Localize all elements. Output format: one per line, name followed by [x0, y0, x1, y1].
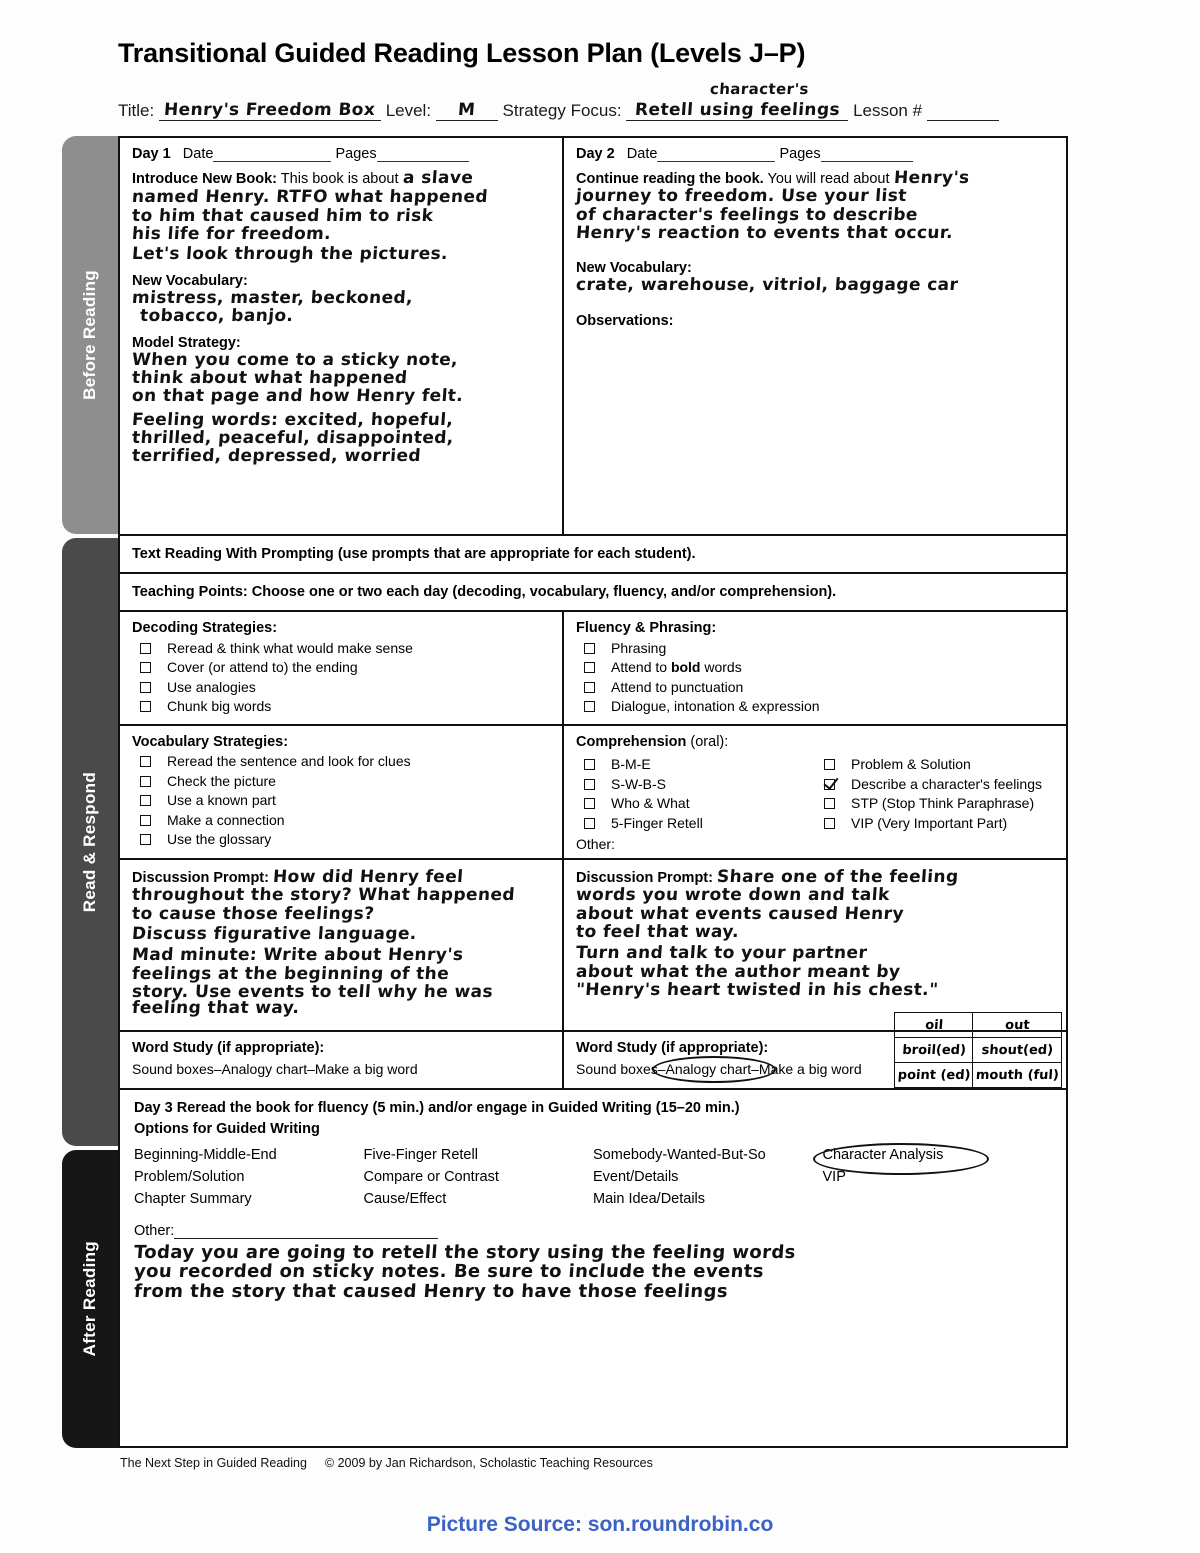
- checkbox-label: Use a known part: [167, 792, 276, 808]
- comprehension-other-label: Other:: [576, 836, 615, 852]
- analogy-header-0: oil: [894, 1013, 974, 1038]
- day1-date-input[interactable]: [213, 161, 331, 162]
- checkbox-label: STP (Stop Think Paraphrase): [851, 795, 1035, 811]
- checkbox-label: Reread the sentence and look for clues: [167, 753, 411, 769]
- row-day3: [120, 1090, 1066, 1311]
- checkbox-vocab-0[interactable]: [140, 756, 151, 767]
- day2-pages-input[interactable]: [821, 161, 913, 162]
- checkbox-label: Who & What: [611, 795, 690, 811]
- day1-introduce-hw-0: a slave: [401, 168, 474, 188]
- comprehension-col-1: [576, 753, 816, 835]
- day2-vocab-handwriting: crate, warehouse, vitriol, baggage car: [575, 275, 960, 296]
- document-footer: [120, 1456, 653, 1470]
- analogy-cell-0-1: shout(ed): [972, 1038, 1062, 1063]
- day2-label: Day 2: [576, 146, 615, 162]
- discussion-day1-handwriting: throughout the story? What happened to cause those feelings? Discuss figurative language. Mad minute: Write about Henry's feelings at the beginning of the story. Use events to tell why he was feeling that way.: [131, 885, 516, 1018]
- day3-options-grid: [134, 1141, 1052, 1213]
- checkbox-row[interactable]: [132, 773, 552, 789]
- comprehension-col-2: [816, 753, 1056, 835]
- day1-introduce-line: [132, 169, 552, 187]
- title-field-label: Title:: [118, 101, 155, 120]
- checkbox-decoding-1[interactable]: [140, 662, 151, 673]
- checkbox-row[interactable]: [132, 753, 552, 769]
- day2-continue-label: Continue reading the book.: [576, 171, 764, 187]
- checkbox-row[interactable]: [132, 831, 552, 847]
- fluency-cell: [564, 612, 1066, 724]
- checkbox-row[interactable]: [816, 776, 1056, 792]
- day2-continue-handwriting: journey to freedom. Use your list of character's feelings to describe Henry's reaction to events that occur.: [575, 186, 954, 244]
- checkbox-label: Dialogue, intonation & expression: [611, 698, 820, 714]
- checkbox-vocab-3[interactable]: [140, 815, 151, 826]
- analogy-cell-0-0: broil(ed): [894, 1038, 974, 1063]
- checkbox-label: S-W-B-S: [611, 775, 666, 792]
- checkbox-row[interactable]: [576, 795, 816, 811]
- checkbox-decoding-0[interactable]: [140, 643, 151, 654]
- day3-options-col-2: [364, 1141, 594, 1213]
- day1-header: [132, 146, 552, 162]
- day3-other-input[interactable]: [174, 1238, 438, 1239]
- day3-option[interactable]: Main Idea/Details: [593, 1191, 706, 1207]
- checkbox-label: Phrasing: [611, 639, 667, 656]
- day1-pages-input[interactable]: [377, 161, 469, 162]
- day1-introduce-prompt: This book is about: [280, 171, 399, 187]
- sidebar-tab-before-reading[interactable]: [62, 136, 118, 534]
- discussion-day2-handwriting: words you wrote down and talk about what events caused Henry to feel that way. Turn and talk to your partner about what the author meant by "Henry's heart twisted in his chest.": [575, 885, 940, 1001]
- checkbox-label: Chunk big words: [167, 698, 272, 714]
- discussion-day1-cell: [120, 860, 564, 1030]
- strategy-superscript: character's: [709, 80, 810, 98]
- discussion-day1-label: Discussion Prompt:: [132, 870, 269, 886]
- checkbox-fluency-0[interactable]: [584, 643, 595, 654]
- page-title: Transitional Guided Reading Lesson Plan (Levels J–P): [118, 38, 806, 68]
- checkbox-row[interactable]: [132, 679, 552, 695]
- checkbox-row[interactable]: [816, 795, 1056, 811]
- checkbox-label: B-M-E: [611, 756, 651, 772]
- checkbox-row[interactable]: [576, 756, 816, 772]
- day2-cell: [564, 138, 1066, 534]
- checkbox-comp-problem-solution[interactable]: [824, 759, 835, 770]
- day3-option[interactable]: VIP: [822, 1169, 846, 1185]
- comprehension-grid: [576, 753, 1056, 835]
- checkbox-vocab-2[interactable]: [140, 795, 151, 806]
- checkbox-fluency-3[interactable]: [584, 701, 595, 712]
- footer-right: © 2009 by Jan Richardson, Scholastic Teaching Resources: [324, 1456, 653, 1470]
- day3-options-col-3: [593, 1141, 823, 1213]
- row-text-reading: [120, 536, 1066, 574]
- day1-date-label: Date: [182, 146, 214, 162]
- day3-heading: Day 3 Reread the book for fluency (5 min.) and/or engage in Guided Writing (15–20 min.): [134, 1100, 740, 1116]
- analogy-chart-annotation: [894, 1012, 1062, 1088]
- checkbox-fluency-1[interactable]: [584, 662, 595, 673]
- row-decoding-fluency: [120, 612, 1066, 726]
- footer-left: The Next Step in Guided Reading: [120, 1456, 307, 1470]
- word-study-day2-heading: Word Study (if appropriate):: [576, 1040, 769, 1056]
- level-field-label: Level:: [385, 101, 432, 120]
- day3-option[interactable]: Beginning-Middle-End: [134, 1147, 277, 1163]
- day2-vocab-label: New Vocabulary:: [576, 260, 692, 277]
- level-field-value: M: [436, 100, 498, 121]
- sidebar-tab-read-and-respond[interactable]: [62, 538, 118, 1146]
- sidebar-tab-read-and-respond-label: Read & Respond: [80, 771, 99, 913]
- text-reading-cell: [120, 536, 1066, 572]
- day3-option[interactable]: Five-Finger Retell: [363, 1147, 478, 1163]
- discussion-day2-line: Discussion Prompt: Share one of the feeling: [576, 867, 960, 887]
- checkbox-vocab-4[interactable]: [140, 834, 151, 845]
- checkbox-row[interactable]: [576, 640, 1056, 656]
- checkbox-vocab-1[interactable]: [140, 776, 151, 787]
- day1-introduce-handwriting: named Henry. RTFO what happened to him that caused him to risk his life for freedom. Let's look through the pictures.: [131, 187, 489, 265]
- checkbox-comp-bme[interactable]: [584, 759, 595, 770]
- teaching-points-heading: Teaching Points: Choose one or two each day (decoding, vocabulary, fluency, and/or comprehension).: [132, 584, 837, 600]
- checkbox-label: Make a connection: [167, 811, 285, 828]
- day3-option[interactable]: Somebody-Wanted-But-So: [593, 1147, 766, 1163]
- day3-option[interactable]: Cause/Effect: [363, 1191, 447, 1207]
- comprehension-heading: Comprehension (oral):: [576, 733, 729, 750]
- checkbox-row[interactable]: [132, 698, 552, 714]
- checkbox-row[interactable]: [576, 659, 1056, 675]
- analogy-header-1: out: [972, 1013, 1062, 1038]
- checkbox-label: Cover (or attend to) the ending: [167, 659, 358, 675]
- checkbox-row[interactable]: [132, 640, 552, 656]
- decoding-heading: Decoding Strategies:: [132, 620, 278, 636]
- checkbox-label: Check the picture: [167, 772, 276, 789]
- day3-other-line: [134, 1223, 1052, 1239]
- day2-pages-label: Pages: [779, 146, 821, 162]
- row-teaching-points: [120, 574, 1066, 612]
- circle-annotation-analogy-chart: [652, 1056, 776, 1083]
- day1-cell: [120, 138, 564, 534]
- source-credit: Picture Source: son.roundrobin.co: [426, 1513, 774, 1536]
- day2-continue-line: [576, 169, 1056, 187]
- day2-header: [576, 146, 1056, 162]
- checkbox-label: Attend to punctuation: [611, 678, 744, 695]
- day1-pages-label: Pages: [335, 146, 377, 162]
- checkbox-comp-describe-feelings[interactable]: [824, 779, 835, 790]
- checkbox-label: 5-Finger Retell: [611, 814, 703, 831]
- checkbox-row[interactable]: [132, 812, 552, 828]
- form-header-line: [118, 80, 1078, 132]
- discussion-day2-label: Discussion Prompt:: [576, 870, 713, 886]
- checkbox-decoding-3[interactable]: [140, 701, 151, 712]
- checkbox-comp-five-finger[interactable]: [584, 818, 595, 829]
- day2-observations-label: Observations:: [576, 312, 674, 329]
- sidebar-tab-before-reading-label: Before Reading: [80, 270, 99, 400]
- day1-introduce-label: Introduce New Book:: [132, 171, 278, 187]
- checkbox-row[interactable]: [576, 815, 816, 831]
- word-study-day2-options: Sound boxes–Analogy chart–Make a big word: [576, 1061, 1056, 1077]
- word-study-day1-cell: [120, 1032, 564, 1088]
- row-vocab-comprehension: [120, 726, 1066, 861]
- analogy-cell-1-1: mouth (ful): [972, 1063, 1062, 1088]
- checkbox-row[interactable]: [132, 792, 552, 808]
- checkbox-row[interactable]: [576, 776, 816, 792]
- day1-label: Day 1: [132, 146, 171, 162]
- day2-date-label: Date: [626, 146, 658, 162]
- day2-continue-hw-0: Henry's: [892, 168, 970, 188]
- lesson-field-value: [927, 100, 999, 121]
- day3-option[interactable]: Compare or Contrast: [363, 1169, 499, 1185]
- checkbox-row[interactable]: [132, 659, 552, 675]
- day3-option-character-analysis[interactable]: Character Analysis: [823, 1147, 1053, 1163]
- checkbox-row[interactable]: [816, 815, 1056, 831]
- checkbox-label: Problem & Solution: [851, 756, 971, 772]
- strategy-field-value: Retell using feelings character's: [626, 100, 848, 121]
- checkbox-comp-stp[interactable]: [824, 798, 835, 809]
- strategy-field-label: Strategy Focus:: [502, 101, 622, 120]
- day3-option[interactable]: Chapter Summary: [134, 1191, 252, 1207]
- comprehension-heading-suffix: (oral):: [690, 733, 729, 750]
- checkbox-row[interactable]: [576, 679, 1056, 695]
- lesson-field-label: Lesson #: [853, 101, 923, 120]
- day2-continue-prompt: You will read about: [767, 171, 890, 187]
- fluency-heading: Fluency & Phrasing:: [576, 620, 717, 636]
- checkbox-label: Reread & think what would make sense: [167, 639, 413, 656]
- checkbox-row[interactable]: [576, 698, 1056, 714]
- day1-vocab-label: New Vocabulary:: [132, 272, 248, 289]
- checkbox-label: VIP (Very Important Part): [851, 814, 1008, 831]
- decoding-cell: [120, 612, 564, 724]
- day3-options-heading: Options for Guided Writing: [134, 1121, 320, 1137]
- day1-model-handwriting: When you come to a sticky note, think about what happened on that page and how Henry felt. Feeling words: excited, hopeful, thrilled, peaceful, disappointed, terrified, depressed, worried: [131, 349, 464, 467]
- word-study-day1-heading: Word Study (if appropriate):: [132, 1040, 325, 1056]
- day2-date-input[interactable]: [657, 161, 775, 162]
- circle-annotation-character-analysis: [813, 1143, 989, 1175]
- lesson-plan-sheet: [118, 136, 1068, 1448]
- day1-vocab-handwriting: mistress, master, beckoned, tobacco, banjo.: [131, 287, 414, 327]
- sidebar-tab-after-reading-label: After Reading: [80, 1241, 99, 1357]
- day1-model-label: Model Strategy:: [132, 334, 241, 351]
- word-study-day1-options: Sound boxes–Analogy chart–Make a big word: [132, 1061, 418, 1077]
- checkbox-label: Use the glossary: [167, 831, 272, 847]
- day3-other-handwriting: Today you are going to retell the story using the feeling words you recorded on sticky notes. Be sure to include the events from the story that caused Henry to have those feelings: [133, 1242, 797, 1302]
- word-study-day2-cell: [564, 1017, 1066, 1088]
- day3-cell: [120, 1090, 1066, 1311]
- analogy-cell-1-0: point (ed): [894, 1063, 974, 1088]
- title-field-value: Henry's Freedom Box: [159, 100, 381, 121]
- checkbox-label: Attend to bold words: [611, 659, 742, 675]
- day3-other-label: Other:: [134, 1223, 175, 1239]
- day3-options-col-1: [134, 1141, 364, 1213]
- sidebar-tab-after-reading[interactable]: [62, 1150, 118, 1448]
- checkbox-comp-who-what[interactable]: [584, 798, 595, 809]
- teaching-points-cell: [120, 574, 1066, 610]
- checkbox-label: Use analogies: [167, 678, 256, 695]
- comprehension-cell: [564, 726, 1066, 859]
- day3-option[interactable]: Problem/Solution: [134, 1169, 245, 1185]
- discussion-day2-cell: [564, 860, 1066, 1030]
- checkbox-fluency-2[interactable]: [584, 682, 595, 693]
- vocabulary-strategies-cell: [120, 726, 564, 859]
- row-day1-day2: [120, 138, 1066, 536]
- day3-options-col-4: [823, 1141, 1053, 1213]
- checkbox-decoding-2[interactable]: [140, 682, 151, 693]
- vocabulary-strategies-heading: Vocabulary Strategies:: [132, 733, 289, 750]
- checkbox-row[interactable]: [816, 756, 1056, 772]
- row-discussion-prompts: [120, 860, 1066, 1032]
- checkbox-comp-swbs[interactable]: [584, 779, 595, 790]
- text-reading-heading: Text Reading With Prompting (use prompts that are appropriate for each student).: [132, 546, 696, 562]
- checkbox-label: Describe a character's feelings: [851, 775, 1042, 792]
- row-word-study: [120, 1017, 1066, 1090]
- checkbox-comp-vip[interactable]: [824, 818, 835, 829]
- discussion-day1-line: Discussion Prompt: How did Henry feel: [132, 867, 465, 887]
- day3-option[interactable]: Event/Details: [593, 1169, 679, 1185]
